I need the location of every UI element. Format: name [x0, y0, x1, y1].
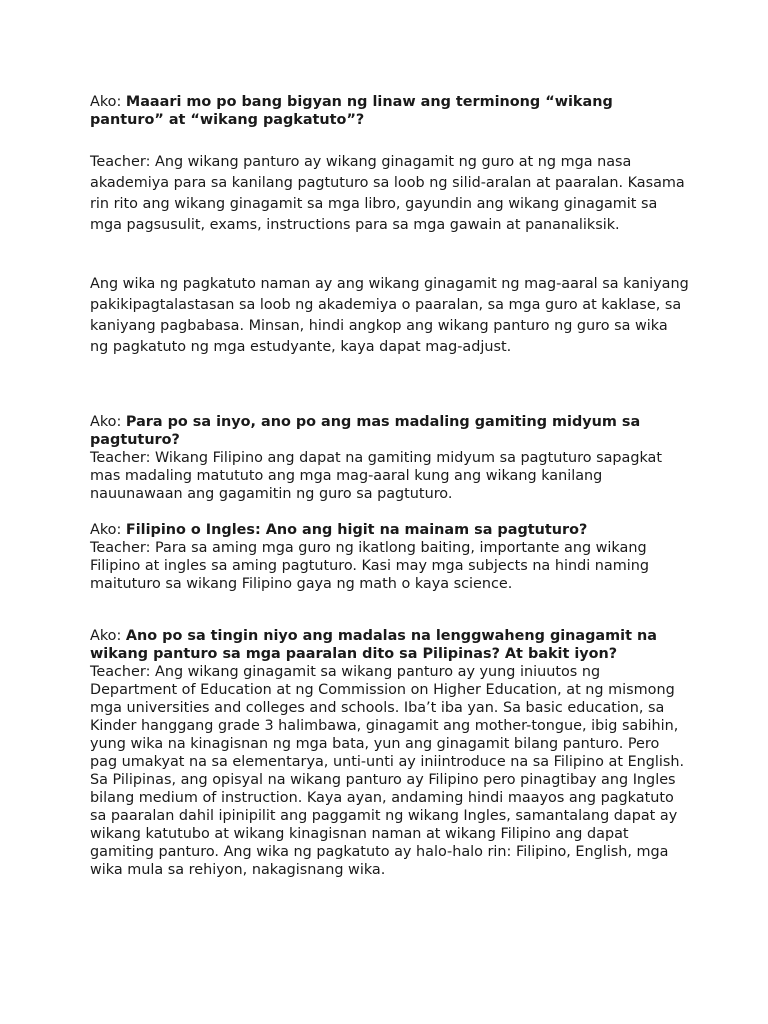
answer-text: Ang wika ng pagkatuto naman ay ang wikang ginagamit ng mag-aaral sa kaniyang pakikipagtalastasan sa loob ng akademiya o paaralan, sa mga guro at kaklase, sa kaniyang pagbabasa. Minsan, hindi angkop ang wikang panturo ng guro sa wika ng pagkatuto ng mga estudyante, kaya dapat mag-adjust.: [90, 276, 689, 355]
qa-item-4: [90, 627, 690, 879]
speaker-label: Ako:: [90, 522, 126, 538]
qa-answer-1-paragraph-2: [90, 274, 690, 358]
question-text: Filipino o Ingles: Ano ang higit na mainam sa pagtuturo?: [125, 522, 588, 538]
speaker-label: Ako:: [90, 94, 126, 110]
answer-text: Teacher: Ang wikang panturo ay wikang ginagamit ng guro at ng mga nasa akademiya para sa kanilang pagtuturo sa loob ng silid-aralan at paaralan. Kasama rin rito ang wikang ginagamit sa mga libro, gayundin ang wikang ginagamit sa mga pagsusulit, exams, instructions para sa mga gawain at pananaliksik.: [90, 154, 685, 233]
answer-text: Teacher: Ang wikang ginagamit sa wikang panturo ay yung iniuutos ng Department of Education at ng Commission on Higher Education, at ng mismong mga universities and colleges and schools. Iba’t iba yan. Sa basic education, sa Kinder hanggang grade 3 halimbawa, ginagamit ang mother-tongue, ibig sabihin, yung wika na kinagisnan ng mga bata, yun ang ginagamit bilang panturo. Pero pag umakyat na sa elementarya, unti-unti ay iniintroduce na sa Filipino at English. Sa Pilipinas, ang opisyal na wikang panturo ay Filipino pero pinagtibay ang Ingles bilang medium of instruction. Kaya ayan, andaming hindi maayos ang pagkatuto sa paaralan dahil ipinipilit ang paggamit ng wikang Ingles, samantalang dapat ay wikang katutubo at wikang kinagisnan naman at wikang Filipino ang dapat gamiting panturo. Ang wika ng pagkatuto ay halo-halo rin: Filipino, English, mga wika mula sa rehiyon, nakagisnang wika.: [90, 664, 685, 878]
question-text: Para po sa inyo, ano po ang mas madaling gamiting midyum sa pagtuturo?: [90, 414, 641, 448]
qa-question-1: [90, 93, 690, 129]
speaker-label: Ako:: [90, 414, 126, 430]
qa-item-3: [90, 521, 690, 593]
answer-text: Teacher: Wikang Filipino ang dapat na gamiting midyum sa pagtuturo sapagkat mas madaling matututo ang mga mag-aaral kung ang wikang kanilang nauunawaan ang gagamitin ng guro sa pagtuturo.: [90, 450, 663, 502]
answer-text: Teacher: Para sa aming mga guro ng ikatlong baiting, importante ang wikang Filipino at ingles sa aming pagtuturo. Kasi may mga subjects na hindi naming maituturo sa wikang Filipino gaya ng math o kaya science.: [90, 540, 649, 592]
question-text: Maaari mo po bang bigyan ng linaw ang terminong “wikang panturo” at “wikang pagkatuto”?: [90, 94, 613, 128]
speaker-label: Ako:: [90, 628, 126, 644]
qa-answer-1-paragraph-1: [90, 152, 690, 236]
question-text: Ano po sa tingin niyo ang madalas na lenggwaheng ginagamit na wikang panturo sa mga paaralan dito sa Pilipinas? At bakit iyon?: [90, 628, 657, 662]
qa-item-2: [90, 413, 690, 503]
